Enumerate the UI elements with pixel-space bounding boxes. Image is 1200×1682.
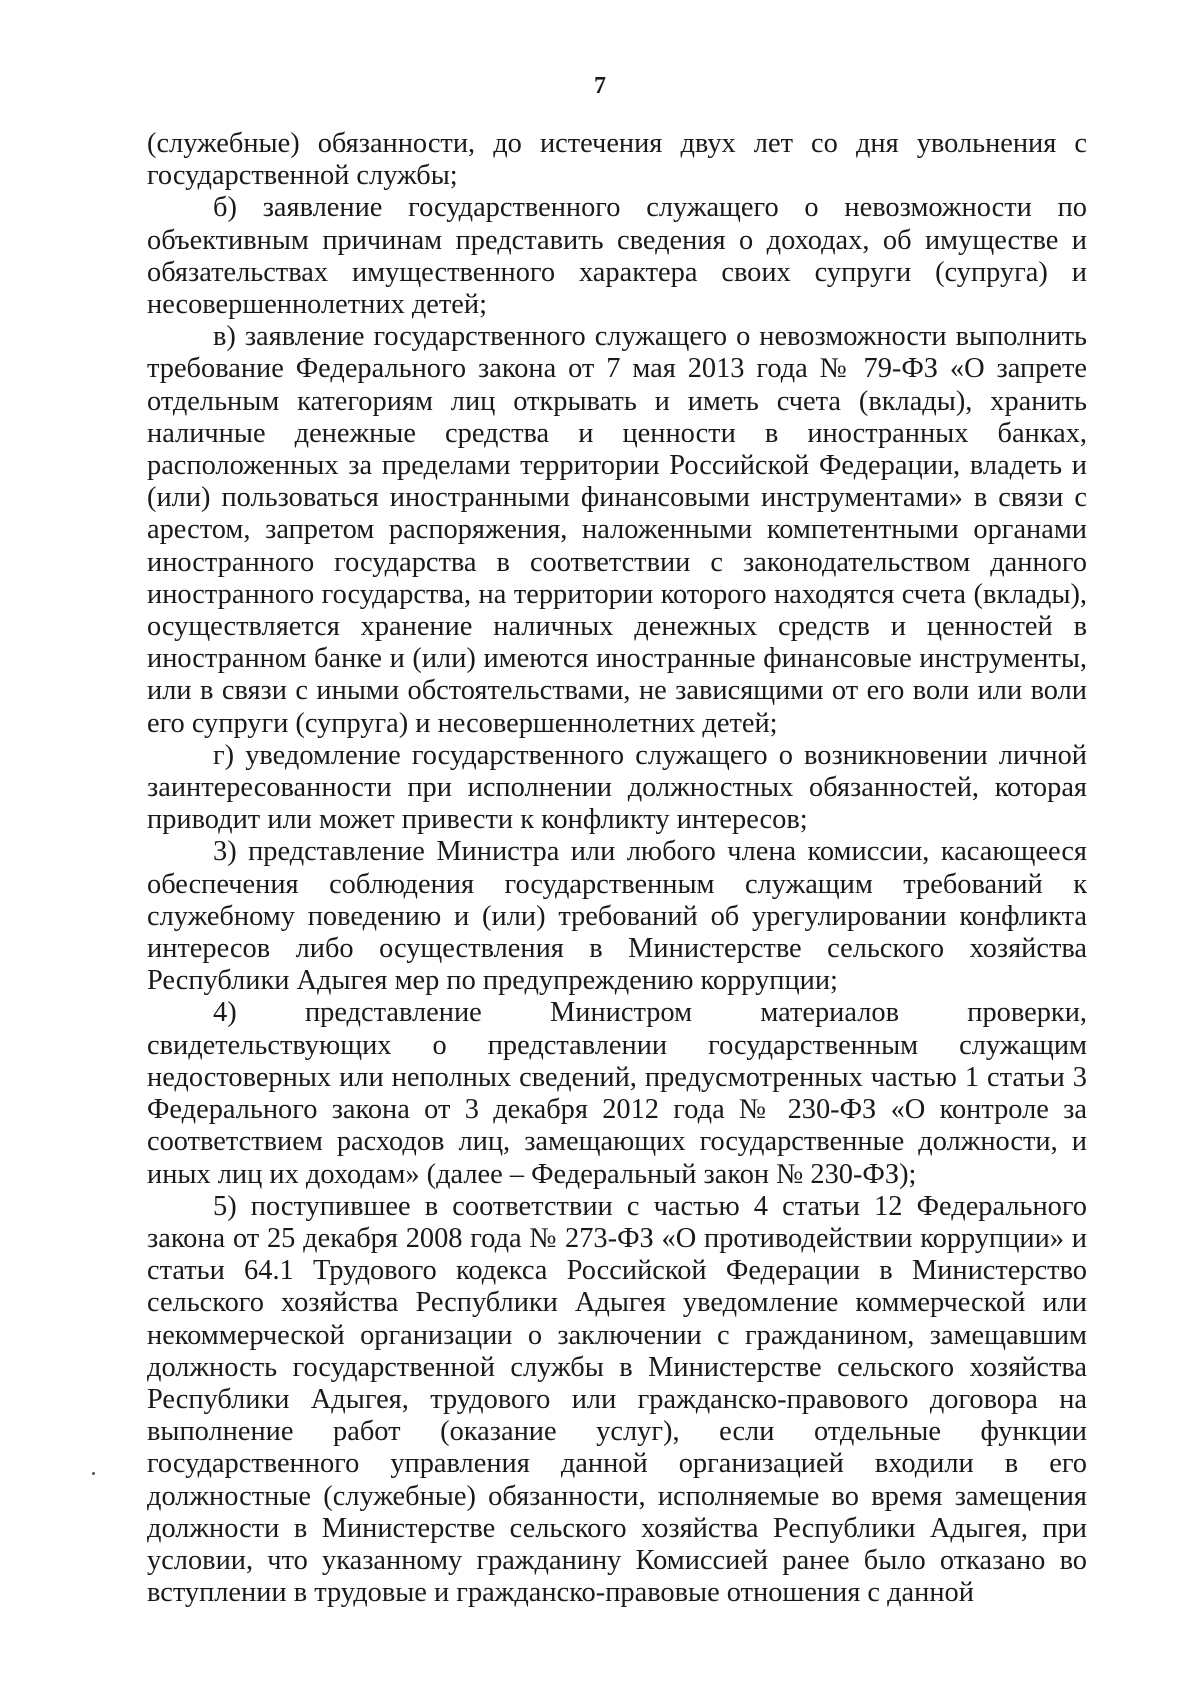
document-body xyxy=(147,128,1087,1609)
scan-speck xyxy=(92,1472,95,1475)
paragraph-item-3: 3) представление Министра или любого члена комиссии, касающееся обеспечения соблюдения государственным служащим требований к служебному поведению и (или) требований об урегулировании конфликта интересов либо осуществления в Министерстве сельского хозяйства Республики Адыгея мер по предупреждению коррупции; xyxy=(147,836,1087,997)
paragraph-item-5: 5) поступившее в соответствии с частью 4 статьи 12 Федерального закона от 25 декабря 2008 года № 273-ФЗ «О противодействии коррупции» и статьи 64.1 Трудового кодекса Российской Федерации в Министерство сельского хозяйства Республики Адыгея уведомление коммерческой или некоммерческой организации о заключении с гражданином, замещавшим должность государственной службы в Министерстве сельского хозяйства Республики Адыгея, трудового или гражданско-правового договора на выполнение работ (оказание услуг), если отдельные функции государственного управления данной организацией входили в его должностные (служебные) обязанности, исполняемые во время замещения должности в Министерстве сельского хозяйства Республики Адыгея, при условии, что указанному гражданину Комиссией ранее было отказано во вступлении в трудовые и гражданско-правовые отношения с данной xyxy=(147,1190,1087,1609)
page-number: 7 xyxy=(594,73,606,99)
paragraph-item-4: 4) представление Министром материалов проверки, свидетельствующих о представлении государственным служащим недостоверных или неполных сведений, предусмотренных частью 1 статьи 3 Федерального закона от 3 декабря 2012 года № 230-ФЗ «О контроле за соответствием расходов лиц, замещающих государственные должности, и иных лиц их доходам» (далее – Федеральный закон № 230-ФЗ); xyxy=(147,997,1087,1190)
paragraph-continuation: (служебные) обязанности, до истечения двух лет со дня увольнения с государственной службы; xyxy=(147,128,1087,192)
paragraph-item-v: в) заявление государственного служащего о невозможности выполнить требование Федерального закона от 7 мая 2013 года № 79-ФЗ «О запрете отдельным категориям лиц открывать и иметь счета (вклады), хранить наличные денежные средства и ценности в иностранных банках, расположенных за пределами территории Российской Федерации, владеть и (или) пользоваться иностранными финансовыми инструментами» в связи с арестом, запретом распоряжения, наложенными компетентными органами иностранного государства в соответствии с законодательством данного иностранного государства, на территории которого находятся счета (вклады), осуществляется хранение наличных денежных средств и ценностей в иностранном банке и (или) имеются иностранные финансовые инструменты, или в связи с иными обстоятельствами, не зависящими от его воли или воли его супруги (супруга) и несовершеннолетних детей; xyxy=(147,321,1087,739)
paragraph-item-b: б) заявление государственного служащего о невозможности по объективным причинам представить сведения о доходах, об имуществе и обязательствах имущественного характера своих супруги (супруга) и несовершеннолетних детей; xyxy=(147,192,1087,321)
paragraph-item-g: г) уведомление государственного служащего о возникновении личной заинтересованности при исполнении должностных обязанностей, которая приводит или может привести к конфликту интересов; xyxy=(147,739,1087,836)
